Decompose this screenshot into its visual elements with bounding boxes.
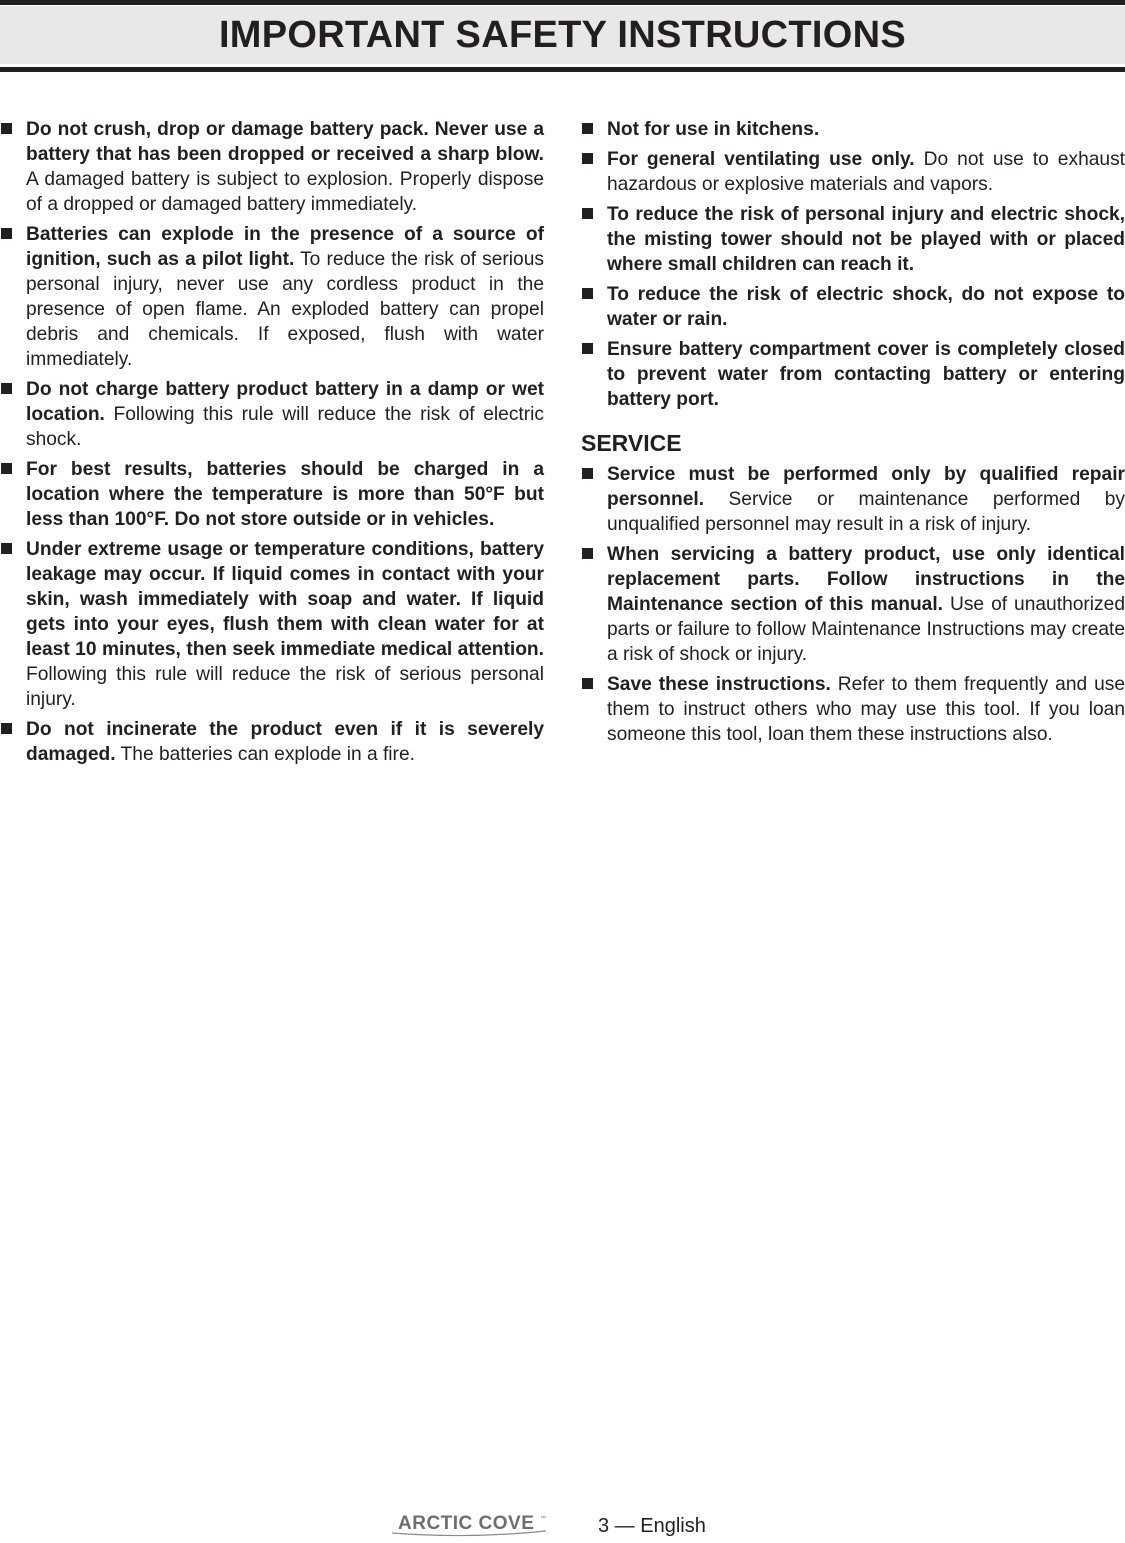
square-bullet-icon xyxy=(1,123,12,134)
service-heading: SERVICE xyxy=(581,430,682,456)
header-bottom-rule xyxy=(0,67,1125,72)
list-item xyxy=(581,542,1125,667)
service-bullet-list xyxy=(581,462,1125,747)
item-bold-text: When servicing a battery product, use only identical replacement parts. Follow instructions in the Maintenance section of this manual. xyxy=(607,544,1125,615)
list-item xyxy=(0,377,544,452)
item-bold-text: Batteries can explode in the presence of a source of ignition, such as a pilot light. xyxy=(26,224,544,270)
item-bold-text: To reduce the risk of electric shock, do not expose to water or rain. xyxy=(607,284,1125,330)
item-text: Following this rule will reduce the risk of serious personal injury. xyxy=(26,664,544,710)
square-bullet-icon xyxy=(582,153,593,164)
item-text: The batteries can explode in a fire. xyxy=(115,744,415,765)
list-item xyxy=(0,537,544,712)
item-bold-text: To reduce the risk of personal injury and electric shock, the misting tower should not be played with or placed where small children can reach it. xyxy=(607,204,1125,275)
item-text: Do not use to exhaust hazardous or explosive materials and vapors. xyxy=(607,149,1125,195)
item-bold-text: Do not incinerate the product even if it is severely damaged. xyxy=(26,719,544,765)
item-bold-text: Under extreme usage or temperature conditions, battery leakage may occur. If liquid comes in contact with your skin, wash immediately with soap and water. If liquid gets into your eyes, flush them with clean water for at least 10 minutes, then seek immediate medical attention. xyxy=(26,539,544,660)
item-bold-text: Service must be performed only by qualified repair personnel. xyxy=(607,464,1125,510)
square-bullet-icon xyxy=(1,383,12,394)
square-bullet-icon xyxy=(582,468,593,479)
right-column xyxy=(581,117,1125,752)
item-bold-text: Do not crush, drop or damage battery pack. Never use a battery that has been dropped or received a sharp blow. xyxy=(26,119,544,165)
square-bullet-icon xyxy=(1,723,12,734)
list-item xyxy=(581,282,1125,332)
list-item xyxy=(0,717,544,767)
item-bold-text: Ensure battery compartment cover is completely closed to prevent water from contacting battery or entering battery port. xyxy=(607,339,1125,410)
item-bold-text: For general ventilating use only. xyxy=(607,149,915,170)
list-item xyxy=(0,222,544,372)
header-top-rule xyxy=(0,0,1125,5)
list-item xyxy=(581,672,1125,747)
left-column xyxy=(0,117,544,772)
right-bullet-list xyxy=(581,117,1125,412)
item-text: Use of unauthorized parts or failure to follow Maintenance Instructions may create a risk of shock or injury. xyxy=(607,594,1125,665)
page-footer xyxy=(0,1513,1125,1543)
item-bold-text: Do not charge battery product battery in a damp or wet location. xyxy=(26,379,544,425)
square-bullet-icon xyxy=(1,543,12,554)
list-item xyxy=(581,147,1125,197)
arctic-cove-logo xyxy=(390,1509,548,1539)
item-text: Refer to them frequently and use them to instruct others who may use this tool. If you loan someone this tool, loan them these instructions also. xyxy=(607,674,1125,745)
list-item xyxy=(0,117,544,217)
page-number: 3 — English xyxy=(598,1515,706,1537)
square-bullet-icon xyxy=(582,343,593,354)
item-text: To reduce the risk of serious personal injury, never use any cordless product in the presence of open flame. An exploded battery can propel debris and chemicals. If exposed, flush with water immediately. xyxy=(26,249,544,370)
left-bullet-list xyxy=(0,117,544,767)
logo-text: ARCTIC COVE xyxy=(398,1513,535,1534)
item-bold-text: Not for use in kitchens. xyxy=(607,119,820,140)
square-bullet-icon xyxy=(582,208,593,219)
list-item xyxy=(0,457,544,532)
item-text: Following this rule will reduce the risk of electric shock. xyxy=(26,404,544,450)
square-bullet-icon xyxy=(582,123,593,134)
list-item xyxy=(581,337,1125,412)
square-bullet-icon xyxy=(582,548,593,559)
list-item xyxy=(581,202,1125,277)
item-bold-text: Save these instructions. xyxy=(607,674,831,695)
item-bold-text: For best results, batteries should be charged in a location where the temperature is more than 50°F but less than 100°F. Do not store outside or in vehicles. xyxy=(26,459,544,530)
square-bullet-icon xyxy=(582,288,593,299)
page-title: IMPORTANT SAFETY INSTRUCTIONS xyxy=(218,13,907,56)
square-bullet-icon xyxy=(582,678,593,689)
item-text: Service or maintenance performed by unqualified personnel may result in a risk of injury. xyxy=(607,489,1125,535)
item-text: A damaged battery is subject to explosion. Properly dispose of a dropped or damaged battery immediately. xyxy=(26,169,544,215)
logo-tm: ™ xyxy=(540,1516,546,1522)
square-bullet-icon xyxy=(1,463,12,474)
header-band xyxy=(0,6,1125,64)
list-item xyxy=(581,462,1125,537)
list-item xyxy=(581,117,1125,142)
square-bullet-icon xyxy=(1,228,12,239)
